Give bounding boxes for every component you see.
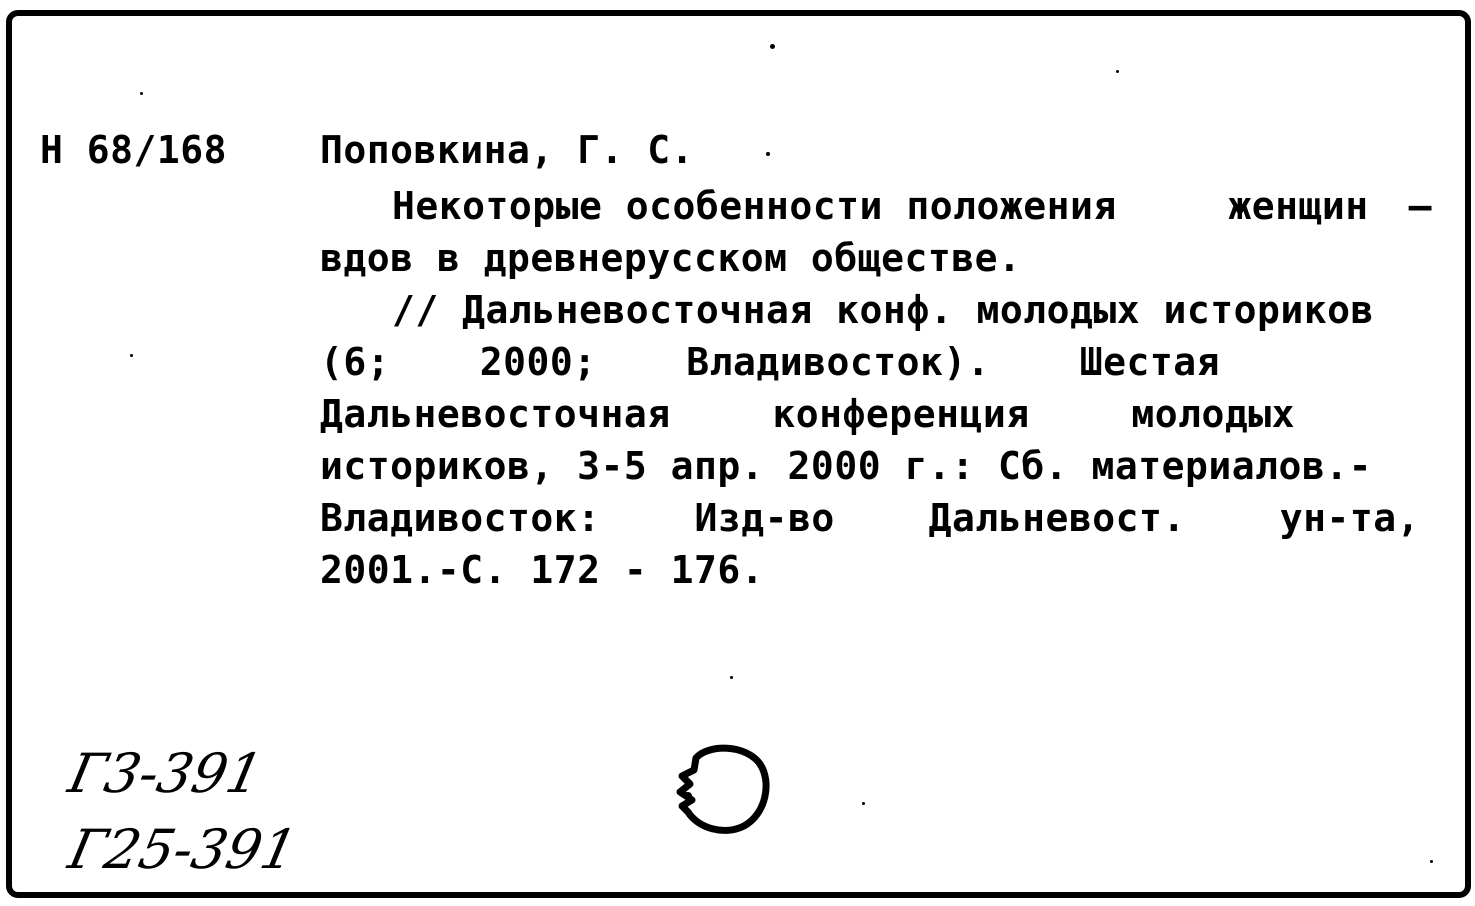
author-name: Поповкина, Г. С. — [320, 128, 695, 172]
shelfmark: Н 68/168 — [40, 128, 228, 172]
speck — [862, 802, 865, 805]
source-line-3: Дальневосточная конференция молодых — [320, 392, 1295, 436]
source-line-1: // Дальневосточная конф. молодых историков — [392, 288, 1374, 332]
speck — [766, 152, 770, 156]
speck — [1430, 860, 1433, 863]
speck — [140, 92, 143, 95]
source-line-4: историков, 3-5 апр. 2000 г.: Сб. материалов.- — [320, 444, 1373, 488]
source-line-2: (6; 2000; Владивосток). Шестая — [320, 340, 1220, 384]
speck — [1116, 70, 1119, 73]
title-line-2: вдов в древнерусском обществе. — [320, 236, 1022, 280]
title-line-1: Некоторые особенности положения женщин – — [392, 184, 1432, 228]
handwritten-code-2: Г25-391 — [63, 818, 303, 881]
pages-line: 2001.-С. 172 - 176. — [320, 548, 765, 592]
handwritten-code-1: Г3-391 — [63, 742, 269, 805]
punch-hole-icon — [668, 740, 778, 840]
publisher-line: Владивосток: Изд-во Дальневост. ун-та, — [320, 496, 1420, 540]
speck — [770, 44, 775, 49]
speck — [730, 676, 733, 679]
speck — [130, 354, 133, 357]
bibliographic-description — [320, 180, 1440, 596]
